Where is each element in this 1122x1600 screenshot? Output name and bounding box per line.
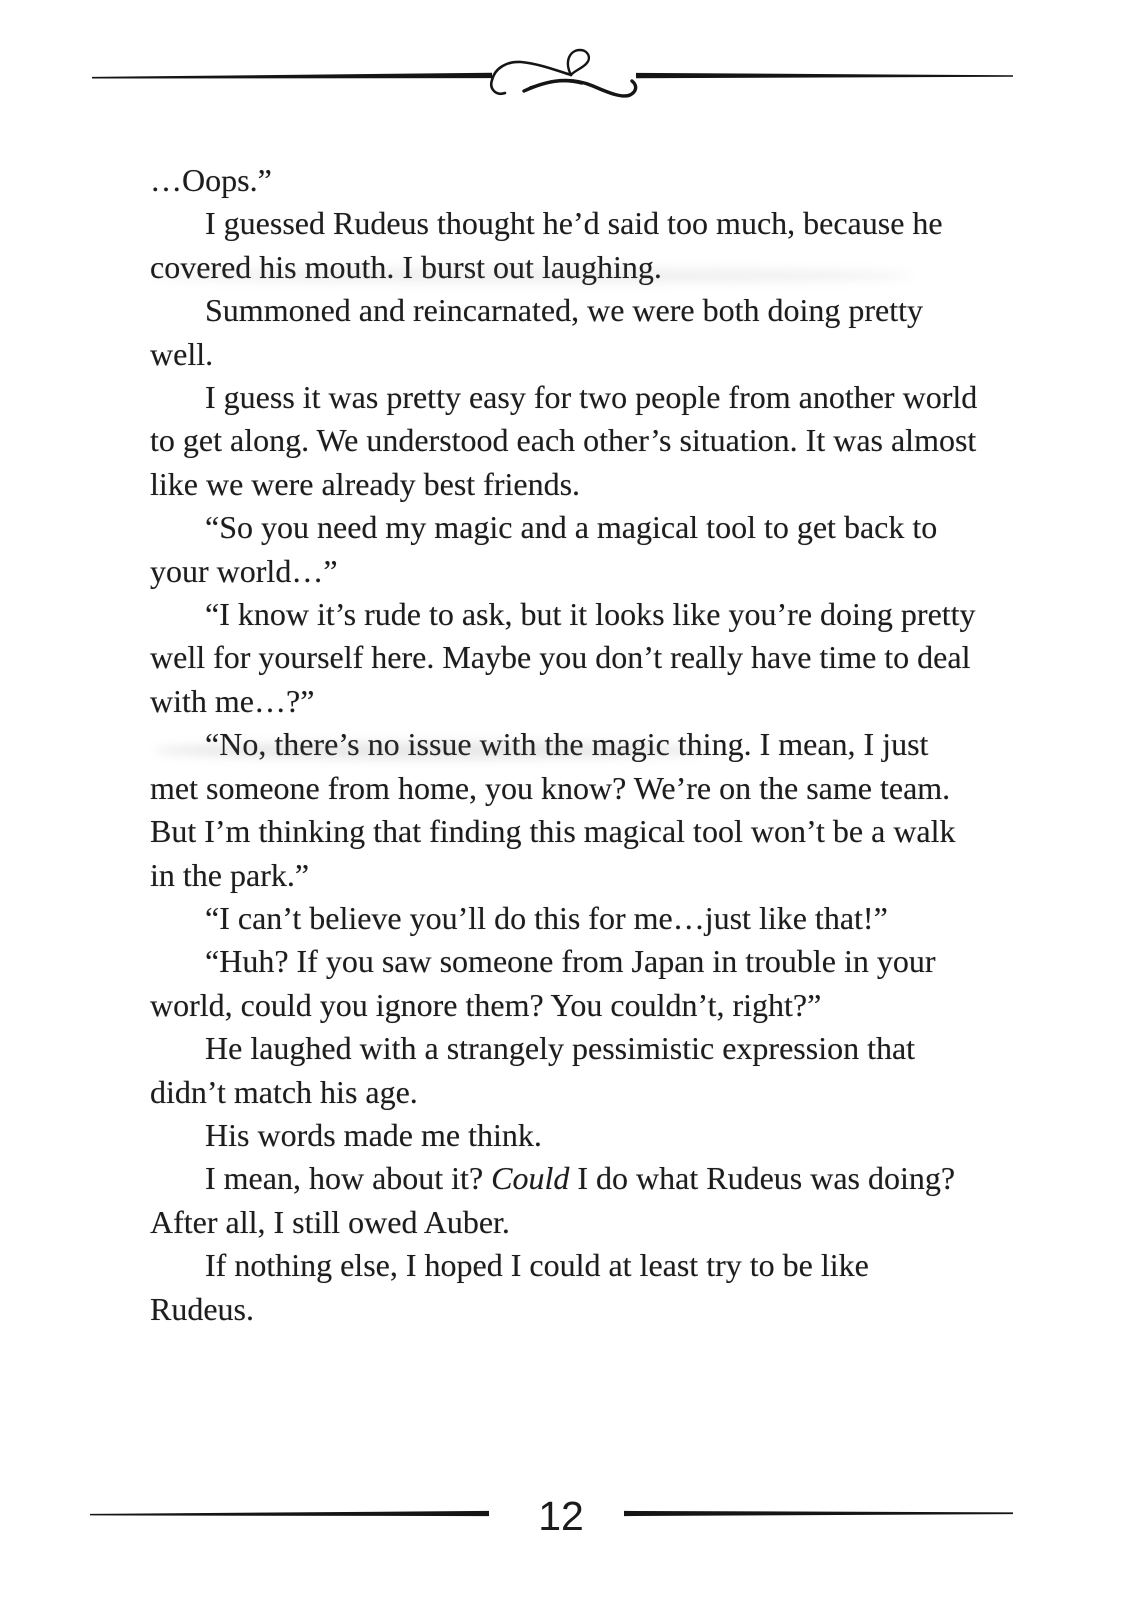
italic-text-run: Could — [491, 1160, 570, 1197]
paragraph — [150, 1157, 980, 1244]
body-text — [150, 159, 980, 1331]
paragraph — [150, 1114, 980, 1157]
page-number: 12 — [538, 1493, 584, 1539]
text-run: “I can’t believe you’ll do this for me…just like that!” — [205, 899, 888, 936]
text-run: He laughed with a strangely pessimistic expression that didn’t match his age. — [150, 1030, 916, 1110]
paragraph — [150, 940, 980, 1027]
paragraph — [150, 159, 980, 202]
paragraph — [150, 897, 980, 940]
text-run: Summoned and reincarnated, we were both doing pretty well. — [150, 292, 923, 372]
text-run: “Huh? If you saw someone from Japan in trouble in your world, could you ignore them? You couldn’t, right?” — [150, 943, 936, 1023]
text-run: …Oops.” — [150, 162, 272, 198]
header-divider-ornament — [0, 0, 1122, 130]
paragraph — [150, 376, 980, 506]
text-run: His words made me think. — [205, 1116, 542, 1153]
header-rule-left — [92, 73, 492, 79]
text-run: I guessed Rudeus thought he’d said too much, because he covered his mouth. I burst out laughing. — [150, 205, 943, 285]
text-run: If nothing else, I hoped I could at least try to be like Rudeus. — [150, 1247, 869, 1327]
paragraph — [150, 289, 980, 376]
paragraph — [150, 1027, 980, 1114]
paragraph — [150, 202, 980, 289]
text-run: “No, there’s no issue with the magic thing. I mean, I just met someone from home, you know? We’re on the same team. But I’m thinking that finding this magical tool won’t be a walk in the park.” — [150, 726, 956, 893]
text-run: I mean, how about it? — [205, 1160, 492, 1197]
paragraph — [150, 506, 980, 593]
paragraph — [150, 1244, 980, 1331]
text-run: I do what Rudeus was doing? After all, I still owed Auber. — [150, 1160, 956, 1240]
paragraph — [150, 723, 980, 897]
text-run: “I know it’s rude to ask, but it looks like you’re doing pretty well for yourself here. Maybe you don’t really have time to deal with me…?” — [150, 596, 976, 719]
header-rule-right — [636, 73, 1013, 78]
flourish-icon — [491, 50, 635, 96]
text-run: I guess it was pretty easy for two people from another world to get along. We understood each other’s situation. It was almost like we were already best friends. — [150, 379, 978, 502]
text-run: “So you need my magic and a magical tool to get back to your world…” — [150, 509, 938, 589]
paragraph — [150, 593, 980, 723]
